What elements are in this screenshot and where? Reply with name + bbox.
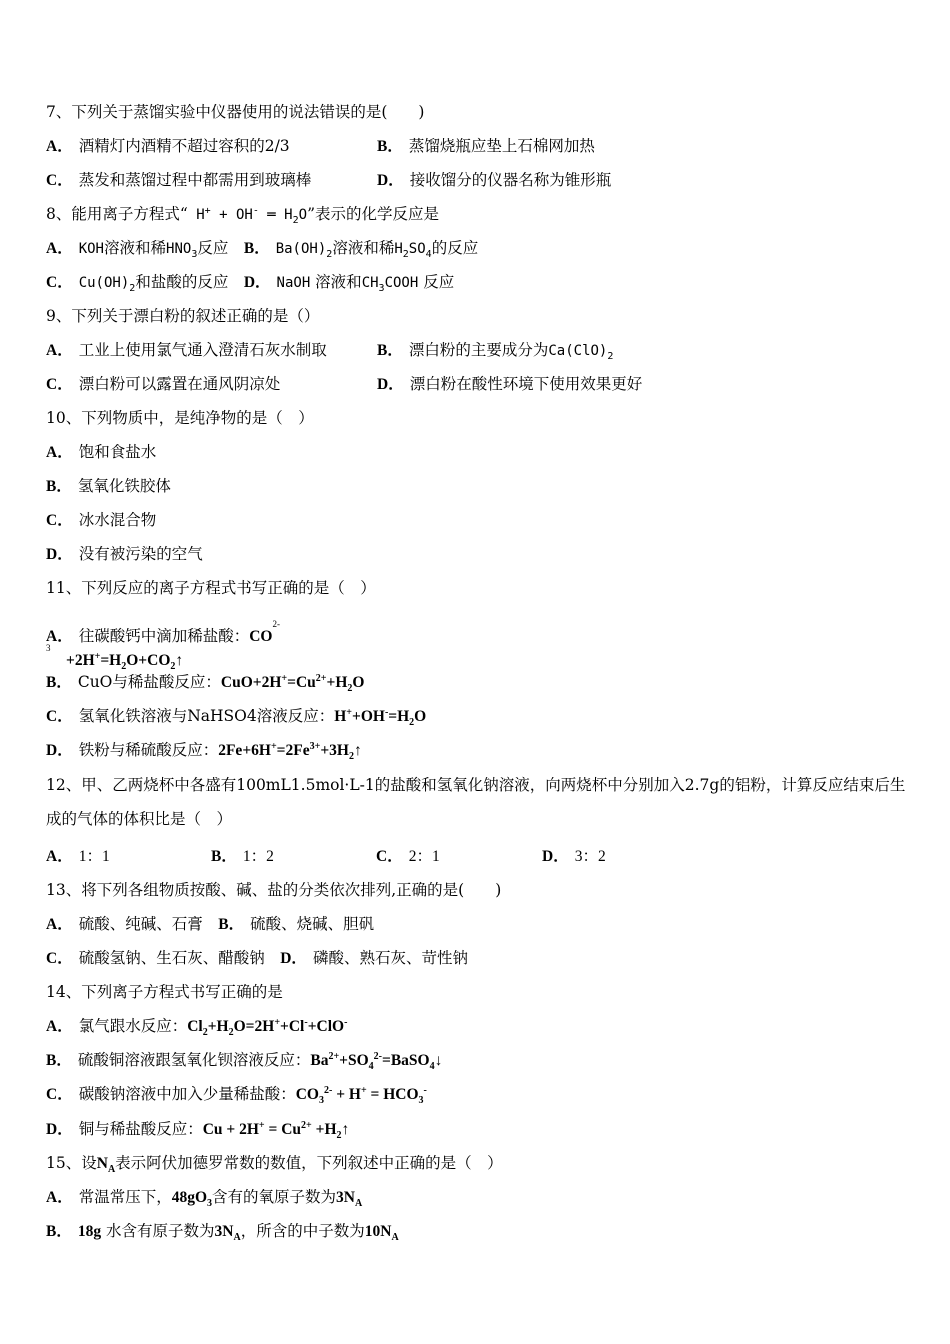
- q13-options-cd: C． 硫酸氢钠、生石灰、醋酸钠 D． 磷酸、熟石灰、苛性钠: [46, 949, 468, 967]
- q10-option-d: D． 没有被污染的空气: [46, 545, 203, 563]
- q14-option-a: A． 氯气跟水反应：$Cl_2+H_2O=2H^++Cl^-+ClO^-$: [46, 1016, 348, 1039]
- q12-option-a: A． 1：1: [46, 848, 110, 865]
- q8-options-ab: A． KOH溶液和稀$HNO_3$反应 B． $Ba(OH)_2$溶液和稀$H_2SO_4$的反应: [46, 239, 479, 260]
- q11-option-b: B． CuO与稀盐酸反应：$CuO+2H^+=Cu^{2+}+H_2O$: [46, 672, 365, 695]
- question-14-stem: 14、下列离子方程式书写正确的是: [46, 983, 283, 1001]
- q7-option-c: C． 蒸发和蒸馏过程中都需用到玻璃棒: [46, 171, 312, 189]
- q14-option-d: D． 铜与稀盐酸反应：$Cu + 2H^+ = Cu^{2+}$ $+H_2↑$: [46, 1119, 350, 1142]
- q12-option-b: B． 1：2: [211, 848, 274, 865]
- q15-option-b: B． 18g 水含有原子数为$3N_A$，所含的中子数为$10N_A$: [46, 1222, 399, 1244]
- q7-option-b: B． 蒸馏烧瓶应垫上石棉网加热: [377, 137, 595, 155]
- question-11-stem: 11、下列反应的离子方程式书写正确的是（ ）: [46, 579, 376, 597]
- q11-option-d: D． 铁粉与稀硫酸反应：$2Fe+6H^+=2Fe^{3+}+3H_2↑$: [46, 740, 362, 763]
- q12-option-c: C． 2：1: [376, 848, 440, 865]
- q10-option-c: C． 冰水混合物: [46, 511, 157, 529]
- q14-option-b: B． 硫酸铜溶液跟氢氧化钡溶液反应：$Ba^{2+}+SO_4^{2-}=BaSO_4↓$: [46, 1050, 443, 1073]
- q12-option-d: D． 3：2: [542, 848, 606, 865]
- question-7-stem: 7、下列关于蒸馏实验中仪器使用的说法错误的是( ): [46, 103, 425, 121]
- question-13-stem: 13、将下列各组物质按酸、碱、盐的分类依次排列,正确的是( ): [46, 881, 502, 899]
- q7-option-d: D． 接收馏分的仪器名称为锥形瓶: [377, 171, 612, 189]
- q9-option-d: D． 漂白粉在酸性环境下使用效果更好: [377, 375, 643, 393]
- question-10-stem: 10、下列物质中，是纯净物的是（ ）: [46, 409, 314, 427]
- q15-option-a: A． 常温常压下，$48gO_3$含有的氧原子数为$3N_A$: [46, 1188, 363, 1210]
- question-15-stem: 15、设$N_A$表示阿伏加德罗常数的数值，下列叙述中正确的是（ ）: [46, 1154, 503, 1176]
- q9-option-a: A． 工业上使用氯气通入澄清石灰水制取: [46, 341, 327, 359]
- question-9-stem: 9、下列关于漂白粉的叙述正确的是（）: [46, 307, 320, 325]
- q14-option-c: C． 碳酸钠溶液中加入少量稀盐酸：$CO_3^{2-} + H^+ = HCO_3^-$: [46, 1084, 427, 1107]
- q13-options-ab: A． 硫酸、纯碱、石膏 B． 硫酸、烧碱、胆矾: [46, 915, 375, 933]
- q11-option-c: C． 氢氧化铁溶液与NaHSO4溶液反应：$H^++OH^-=H_2O$: [46, 706, 427, 729]
- q7-option-a: A． 酒精灯内酒精不超过容积的2/3: [46, 137, 290, 155]
- question-8-stem: 8、能用离子方程式“ H+ + OH- ═ $H_2O$”表示的化学反应是: [46, 205, 439, 226]
- q10-option-a: A． 饱和食盐水: [46, 443, 157, 461]
- q11-option-a: A． 往碳酸钙中滴加稀盐酸：$CO^{2- 3}$ $+2H^+=H_2O+CO_2↑$: [46, 619, 280, 673]
- q9-option-c: C． 漂白粉可以露置在通风阴凉处: [46, 375, 281, 393]
- q10-option-b: B． 氢氧化铁胶体: [46, 477, 171, 495]
- q9-option-b: B． 漂白粉的主要成分为$Ca(ClO)_2$: [377, 341, 614, 362]
- question-12-stem: 12、甲、乙两烧杯中各盛有100mL1.5mol·L-1的盐酸和氢氧化钠溶液，向两烧杯中分别加入2.7g的铝粉，计算反应结束后生成的气体的体积比是（ ）: [46, 776, 906, 828]
- q8-options-cd: C． $Cu(OH)_2$和盐酸的反应 D． NaOH 溶液和$CH_3COOH$ 反应: [46, 273, 455, 294]
